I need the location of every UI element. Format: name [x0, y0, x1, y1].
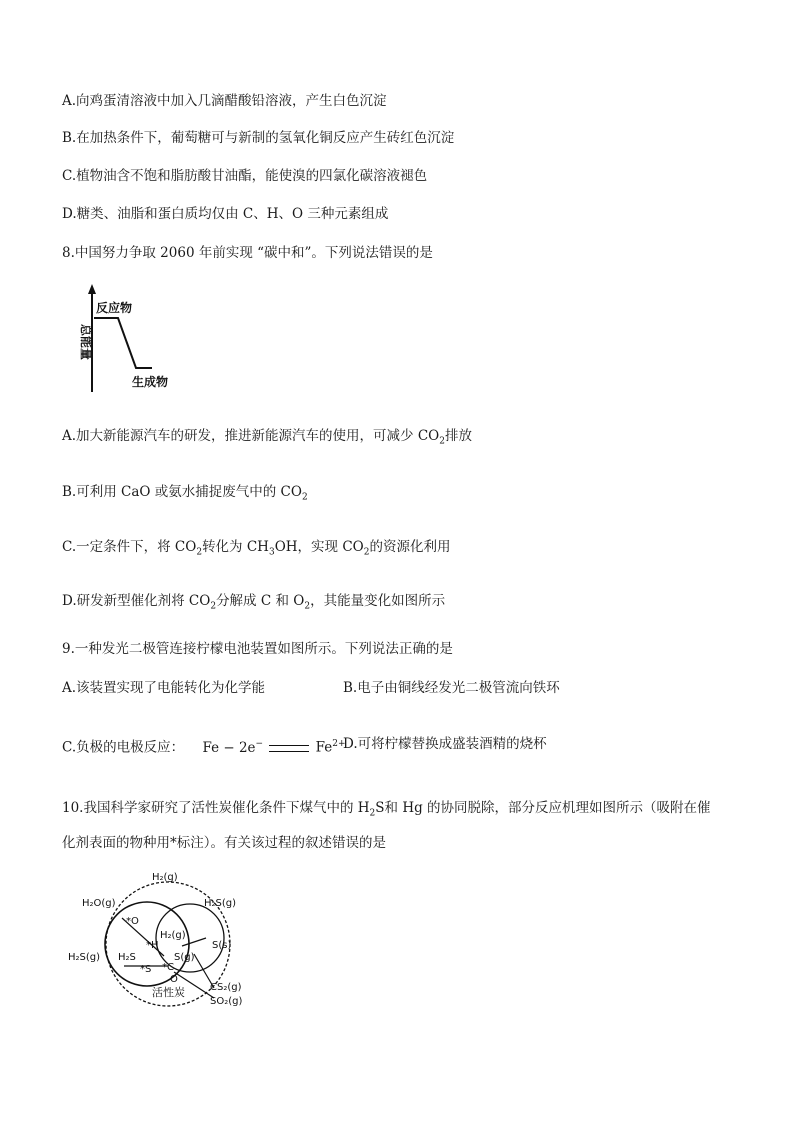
h2g-inner-label: H₂(g)	[160, 930, 186, 941]
sg-label: S(g)	[174, 952, 195, 963]
ss-label: S(s)	[212, 940, 232, 951]
reactant-label: 反应物	[96, 301, 133, 315]
h2g-top-label: H₂(g)	[152, 872, 178, 883]
q8-option-c: C.一定条件下，将 $CO_2$转化为 $CH_3OH$，实现 $CO_2$的资源化利用	[62, 539, 451, 558]
c-star-label: *C	[162, 962, 174, 973]
energy-ylabel: 总能量	[79, 324, 93, 361]
q7-option-c: C.植物油含不饱和脂肪酸甘油酯，能使溴的四氯化碳溶液褪色	[62, 168, 428, 184]
q10-stem-line2: 化剂表面的物种用*标注）。有关该过程的叙述错误的是	[62, 835, 386, 851]
q8-option-a: A.加大新能源汽车的研发，推进新能源汽车的使用，可减少 $CO_2$排放	[62, 428, 472, 447]
h2og-label: H₂O(g)	[82, 898, 116, 909]
q7-option-d: D.糖类、油脂和蛋白质均仅由 C、H、O 三种元素组成	[62, 206, 389, 222]
energy-diagram	[68, 282, 188, 397]
q10-stem-line1: 10.我国科学家研究了活性炭催化条件下煤气中的 $H_2S$和 Hg 的协同脱除，部分反应机理如图所示（吸附在催	[62, 800, 711, 819]
q7-option-b: B.在加热条件下，葡萄糖可与新制的氢氧化铜反应产生砖红色沉淀	[62, 130, 455, 146]
q7-option-a: A.向鸡蛋清溶液中加入几滴醋酸铅溶液，产生白色沉淀	[62, 93, 387, 109]
q8-option-d: D.研发新型催化剂将 $CO_2$分解成 C 和 $O_2$，其能量变化如图所示	[62, 593, 446, 612]
mechanism-diagram	[64, 868, 264, 1010]
h2sg-top-label: H₂S(g)	[204, 898, 237, 909]
q9-option-c: C.负极的电极反应： Fe − 2e− $Fe^{2+}$	[62, 739, 346, 756]
equals-sign	[269, 745, 309, 752]
cs2g-label: CS₂(g)	[210, 982, 242, 993]
h-star-label: *H	[146, 940, 159, 951]
h2s-inner-label: H₂S	[118, 952, 136, 963]
h2sg-left-label: H₂S(g)	[68, 952, 101, 963]
q9-option-b: B.电子由铜线经发光二极管流向铁环	[343, 680, 560, 696]
energy-axis-arrow	[88, 284, 96, 294]
energy-curve	[94, 318, 152, 368]
q8-stem: 8.中国努力争取 2060 年前实现 “碳中和”。下列说法错误的是	[62, 245, 433, 261]
carbon-label: 活性炭	[152, 986, 185, 999]
q9-stem: 9.一种发光二极管连接柠檬电池装置如图所示。下列说法正确的是	[62, 641, 453, 657]
o-inner-label: O	[170, 974, 178, 985]
s-star-label: *S	[140, 964, 152, 975]
product-label: 生成物	[132, 375, 169, 389]
q8-option-b: B.可利用 CaO 或氨水捕捉废气中的 $CO_2$	[62, 484, 308, 503]
so2g-label: SO₂(g)	[210, 996, 243, 1007]
o-star-label: *O	[126, 916, 139, 927]
q9-option-d: D.可将柠檬替换成盛装酒精的烧杯	[343, 736, 547, 752]
q9-option-a: A.该装置实现了电能转化为化学能	[62, 680, 266, 696]
